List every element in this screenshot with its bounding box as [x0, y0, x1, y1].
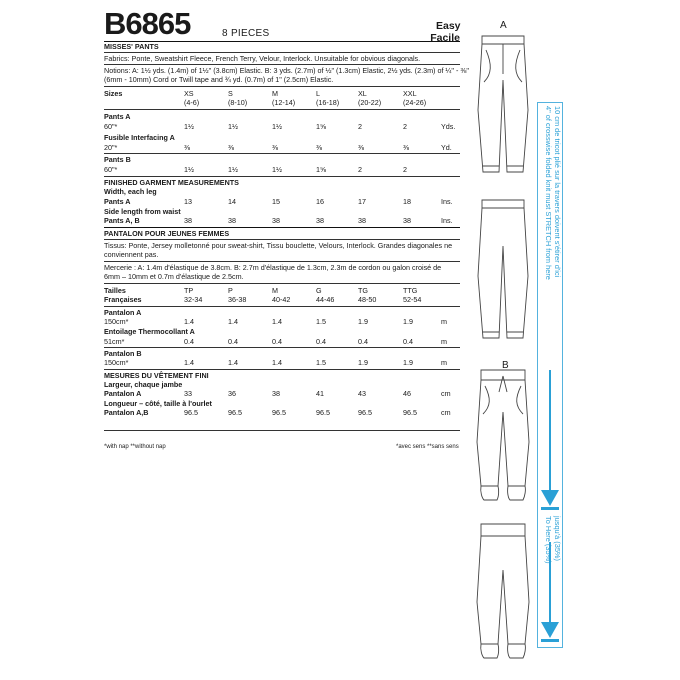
unit-label: cm: [441, 389, 451, 398]
pantalon-a-label: Pantalon A: [104, 308, 142, 317]
unit-label: m: [441, 358, 447, 367]
footnote-en: *with nap **without nap: [104, 444, 166, 450]
divider: [104, 109, 460, 110]
measure-cell: 38: [272, 389, 280, 398]
pants-a-label: Pants A: [104, 112, 131, 121]
entoilage-row: [104, 337, 460, 346]
measure-cell: 15: [272, 197, 280, 206]
size-cell: G: [316, 286, 322, 295]
size-range-cell: 44-46: [316, 295, 335, 304]
francaises-row: [104, 295, 460, 304]
yardage-cell: 1½: [228, 122, 238, 131]
meterage-cell: 1.5: [316, 358, 326, 367]
unit-label: m: [441, 317, 447, 326]
yardage-cell: 1⅝: [316, 165, 326, 174]
tailles-row: [104, 286, 460, 295]
footnote-fr: *avec sens **sans sens: [396, 444, 459, 450]
size-cell: XXL: [403, 89, 417, 98]
size-cell: TP: [184, 286, 194, 295]
largeur-row: [104, 389, 460, 398]
yardage-cell: 1½: [272, 122, 282, 131]
stretch-gauge-graphic: [537, 102, 563, 648]
difficulty-fr: Facile: [430, 32, 460, 44]
divider: [104, 306, 460, 307]
length-label: Side length from waist: [104, 207, 181, 216]
meterage-cell: 1.9: [358, 358, 368, 367]
size-cell: TG: [358, 286, 368, 295]
measure-cell: 38: [403, 216, 411, 225]
finished-title: FINISHED GARMENT MEASUREMENTS: [104, 178, 239, 187]
sizes-label: Françaises: [104, 295, 142, 304]
size-cell: S: [228, 89, 233, 98]
meterage-cell: 0.4: [228, 337, 238, 346]
sizes-label: Tailles: [104, 286, 126, 295]
sizes-row: [104, 89, 460, 98]
pants-b-back-illustration: [468, 522, 538, 668]
row-label: Pantalon A,B: [104, 408, 149, 417]
english-title: MISSES' PANTS: [104, 42, 159, 51]
size-range-cell: (4-6): [184, 98, 200, 107]
yardage-cell: 2: [403, 165, 407, 174]
stretch-bottom-line-2: jusqu'à (35%): [553, 516, 562, 561]
meterage-cell: 1.9: [403, 358, 413, 367]
yardage-cell: ⅜: [272, 143, 278, 152]
fabric-width: 150cm*: [104, 317, 129, 326]
measure-cell: 43: [358, 389, 366, 398]
difficulty-en: Easy: [436, 20, 461, 32]
measure-cell: 16: [316, 197, 324, 206]
meterage-cell: 0.4: [272, 337, 282, 346]
size-range-cell: 40-42: [272, 295, 291, 304]
width-label: Width, each leg: [104, 187, 157, 196]
meterage-cell: 1.5: [316, 317, 326, 326]
measure-cell: 38: [184, 216, 192, 225]
size-cell: M: [272, 286, 278, 295]
size-cell: L: [316, 89, 320, 98]
pants-b-row: [104, 165, 460, 174]
size-cell: XL: [358, 89, 367, 98]
size-range-cell: (20-22): [358, 98, 382, 107]
section-rule: [104, 227, 460, 228]
fabric-width: 51cm*: [104, 337, 125, 346]
measure-cell: 33: [184, 389, 192, 398]
yardage-cell: 2: [403, 122, 407, 131]
view-a-label: A: [500, 20, 507, 31]
pantalon-a-row: [104, 317, 460, 326]
yardage-cell: 1½: [228, 165, 238, 174]
row-label: Pantalon A: [104, 389, 142, 398]
size-range-cell: 36-38: [228, 295, 247, 304]
pants-a-back-illustration: [470, 196, 536, 346]
largeur-label: Largeur, chaque jambe: [104, 380, 183, 389]
pantalon-b-label: Pantalon B: [104, 349, 142, 358]
french-title: PANTALON POUR JEUNES FEMMES: [104, 229, 230, 238]
measure-cell: 38: [228, 216, 236, 225]
yardage-cell: 1½: [184, 122, 194, 131]
divider: [104, 430, 460, 431]
measure-cell: 14: [228, 197, 236, 206]
fabric-width: 150cm*: [104, 358, 129, 367]
measure-cell: 96.5: [272, 408, 286, 417]
meterage-cell: 1.4: [272, 317, 282, 326]
width-row: [104, 197, 460, 206]
interfacing-row: [104, 143, 460, 152]
measure-cell: 96.5: [358, 408, 372, 417]
mercerie-text: Mercerie : A: 1.4m d'élastique de 3.8cm. B: 2.7m d'élastique de 1.3cm, 2.3m de cordon ou galon croisé de 6mm – 10mm et 0.7m d'élastique de 2.5cm.: [104, 263, 442, 281]
measure-cell: 96.5: [184, 408, 198, 417]
meterage-cell: 1.4: [228, 317, 238, 326]
unit-label: Ins.: [441, 216, 453, 225]
mesures-title: MESURES DU VÊTEMENT FINI: [104, 371, 209, 380]
size-cell: M: [272, 89, 278, 98]
pieces-count: 8 PIECES: [222, 28, 270, 39]
pantalon-b-row: [104, 358, 460, 367]
meterage-cell: 1.9: [358, 317, 368, 326]
unit-label: Ins.: [441, 197, 453, 206]
unit-label: cm: [441, 408, 451, 417]
meterage-cell: 0.4: [316, 337, 326, 346]
size-range-cell: (8-10): [228, 98, 248, 107]
measure-cell: 38: [316, 216, 324, 225]
divider: [104, 86, 460, 87]
meterage-cell: 1.4: [184, 317, 194, 326]
yardage-cell: 1⅝: [316, 122, 326, 131]
length-row: [104, 216, 460, 225]
unit-label: Yds.: [441, 122, 456, 131]
stretch-top-line-2: 10 cm de tricot plié sur la travers doivent s'étirer d'ici: [553, 106, 562, 278]
entoilage-label: Entoilage Thermocollant A: [104, 327, 195, 336]
yardage-cell: ⅜: [403, 143, 409, 152]
yardage-cell: 2: [358, 122, 362, 131]
size-range-cell: 52-54: [403, 295, 422, 304]
yardage-cell: 2: [358, 165, 362, 174]
row-label: Pants A: [104, 197, 131, 206]
size-range-row: [104, 98, 460, 107]
longueur-row: [104, 408, 460, 417]
fabric-width: 60"*: [104, 165, 118, 174]
fabric-width: 20"*: [104, 143, 118, 152]
size-range-cell: 48-50: [358, 295, 377, 304]
measure-cell: 38: [272, 216, 280, 225]
yardage-cell: ⅜: [184, 143, 190, 152]
unit-label: m: [441, 337, 447, 346]
view-b-label: B: [502, 360, 509, 371]
stretch-top-line-1: 4" of crosswise folded knit must STRETCH from here: [544, 106, 553, 280]
size-range-cell: (12-14): [272, 98, 296, 107]
divider: [104, 153, 460, 154]
stretch-bottom-line-1: To Here (35%): [544, 516, 553, 564]
pants-b-label: Pants B: [104, 155, 131, 164]
fabric-width: 60"*: [104, 122, 118, 131]
meterage-cell: 1.4: [272, 358, 282, 367]
size-cell: P: [228, 286, 233, 295]
yardage-cell: 1½: [184, 165, 194, 174]
yardage-cell: ⅜: [358, 143, 364, 152]
measure-cell: 38: [358, 216, 366, 225]
measure-cell: 13: [184, 197, 192, 206]
size-range-cell: (16-18): [316, 98, 340, 107]
size-range-cell: 32-34: [184, 295, 203, 304]
interfacing-label: Fusible Interfacing A: [104, 133, 175, 142]
divider: [104, 176, 460, 177]
measure-cell: 46: [403, 389, 411, 398]
meterage-cell: 0.4: [358, 337, 368, 346]
divider: [104, 239, 460, 240]
tissus-text: Tissus: Ponte, Jersey molletonné pour sweat-shirt, Tissu bouclette, Velours, Interlock. Grandes diagonales ne conviennent pas.: [104, 241, 453, 259]
measure-cell: 41: [316, 389, 324, 398]
row-label: Pants A, B: [104, 216, 140, 225]
stretch-gauge: [537, 102, 563, 648]
meterage-cell: 1.9: [403, 317, 413, 326]
size-range-cell: (24-26): [403, 98, 427, 107]
yardage-cell: 1½: [272, 165, 282, 174]
meterage-cell: 0.4: [184, 337, 194, 346]
divider: [104, 261, 460, 262]
pants-a-row: [104, 122, 460, 131]
pattern-number: B6865: [104, 6, 191, 41]
meterage-cell: 1.4: [184, 358, 194, 367]
notions-line-2: (6mm - 10mm) Cord or Twill tape and ¾ yd. (0.7m) of 1" (2.5cm) Elastic.: [104, 75, 334, 84]
measure-cell: 17: [358, 197, 366, 206]
yardage-cell: ⅜: [316, 143, 322, 152]
notions-line-1: Notions: A: 1½ yds. (1.4m) of 1½" (3.8cm) Elastic. B: 3 yds. (2.7m) of ½" (1.3cm) Elastic, 2½ yds. (2.3m) of ¼" - ⅜": [104, 66, 469, 75]
divider: [104, 52, 460, 53]
divider: [104, 283, 460, 284]
longueur-label: Longueur – côté, taille à l'ourlet: [104, 399, 212, 408]
pants-a-front-illustration: [470, 30, 536, 180]
measure-cell: 96.5: [403, 408, 417, 417]
measure-cell: 18: [403, 197, 411, 206]
meterage-cell: 1.4: [228, 358, 238, 367]
fabrics-text: Fabrics: Ponte, Sweatshirt Fleece, French Terry, Velour, Interlock. Unsuitable for obvious diagonals.: [104, 54, 421, 63]
measure-cell: 96.5: [228, 408, 242, 417]
size-cell: TTG: [403, 286, 418, 295]
measure-cell: 36: [228, 389, 236, 398]
divider: [104, 369, 460, 370]
meterage-cell: 0.4: [403, 337, 413, 346]
yardage-cell: ⅜: [228, 143, 234, 152]
unit-label: Yd.: [441, 143, 452, 152]
divider: [104, 347, 460, 348]
sizes-label: Sizes: [104, 89, 123, 98]
size-cell: XS: [184, 89, 194, 98]
divider: [104, 64, 460, 65]
measure-cell: 96.5: [316, 408, 330, 417]
pants-b-front-illustration: [468, 368, 538, 508]
